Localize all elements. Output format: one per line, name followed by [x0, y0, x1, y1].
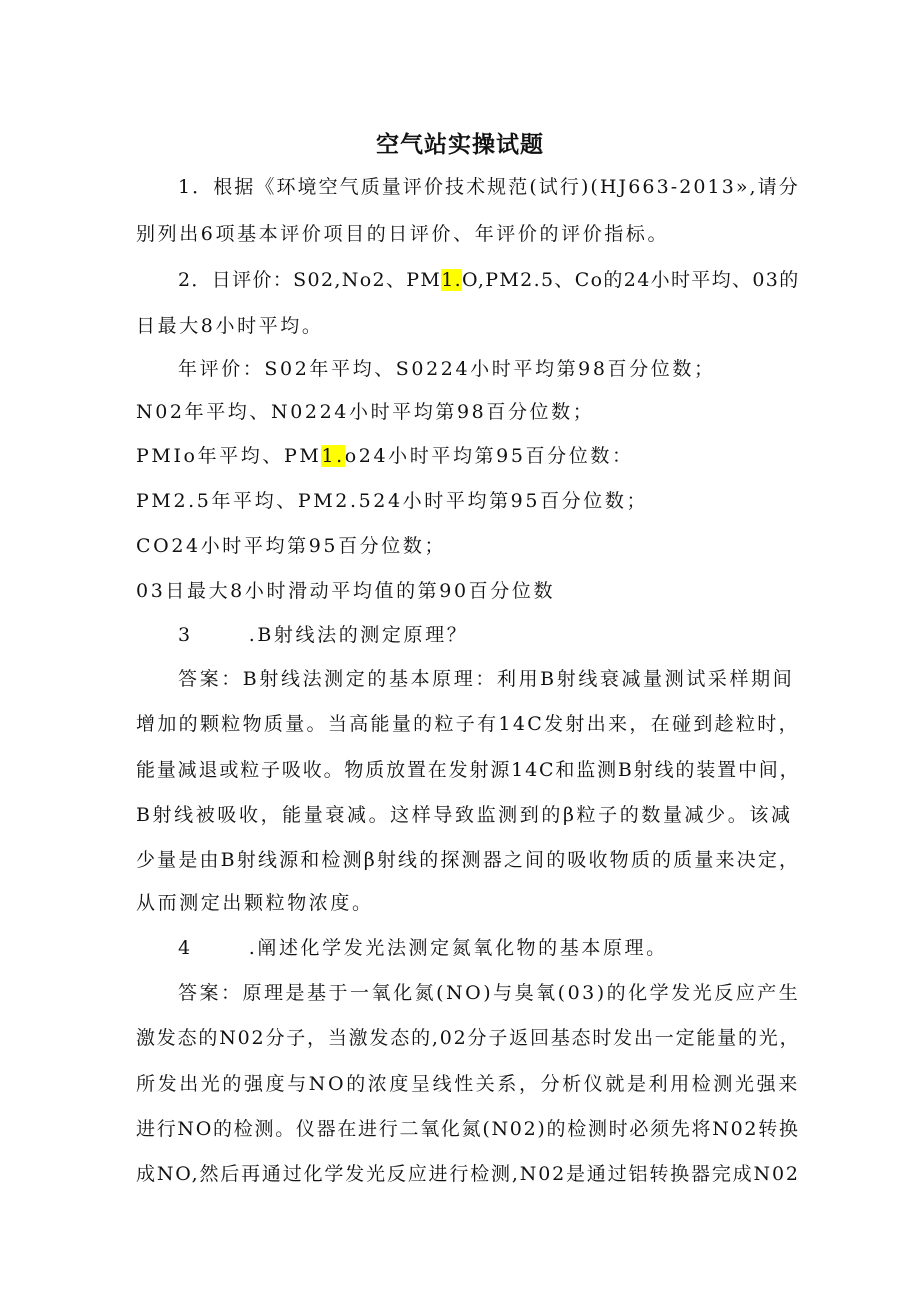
annual-eval-pm10 — [136, 443, 634, 469]
text-segment: PMIo年平均、PM — [136, 445, 322, 467]
answer-1-line-1 — [178, 267, 800, 293]
answer-3-line-3: 能量减退或粒子吸收。物质放置在发射源14C和监测B射线的装置中间， — [136, 759, 801, 781]
answer-3-line-1: 答案：B射线法测定的基本原理：利用B射线衰减量测试采样期间 — [178, 668, 795, 690]
annual-eval-pm25: PM2.5年平均、PM2.524小时平均第95百分位数； — [136, 490, 649, 512]
highlighted-text: 1. — [441, 269, 463, 291]
answer-3-line-6: 从而测定出颗粒物浓度。 — [136, 892, 374, 914]
answer-4-line-4: 进行NO的检测。仪器在进行二氧化氮(N02)的检测时必须先将N02转换 — [136, 1118, 800, 1140]
annual-eval-no2: N02年平均、N0224小时平均第98百分位数； — [136, 401, 595, 423]
question-3 — [178, 622, 468, 648]
answer-3-line-5: 少量是由B射线源和检测β射线的探测器之间的吸收物质的质量来决定， — [136, 849, 801, 871]
answer-1-line-2: 日最大8小时平均。 — [136, 315, 324, 337]
answer-3-line-2: 增加的颗粒物质量。当高能量的粒子有14C发射出来，在碰到趁粒时， — [136, 713, 800, 735]
text-segment: 2．日评价：S02,No2、PM — [178, 269, 442, 291]
question-text: .B射线法的测定原理？ — [248, 624, 469, 646]
question-number: 4 — [178, 937, 193, 959]
question-1-line-1: 1．根据《环境空气质量评价技术规范(试行)(HJ663-2013»,请分 — [178, 176, 800, 198]
answer-4-line-3: 所发出光的强度与NO的浓度呈线性关系，分析仪就是利用检测光强来 — [136, 1073, 800, 1095]
question-4 — [178, 935, 668, 961]
question-text: .阐述化学发光法测定氮氧化物的基本原理。 — [248, 937, 668, 959]
annual-eval-so2: 年评价：S02年平均、S0224小时平均第98百分位数； — [178, 358, 716, 380]
page-title: 空气站实操试题 — [376, 132, 544, 158]
highlighted-text: 1. — [321, 445, 345, 467]
answer-3-line-4: B射线被吸收，能量衰减。这样导致监测到的β粒子的数量减少。该减 — [136, 804, 793, 826]
question-number: 3 — [178, 624, 193, 646]
answer-4-line-1: 答案：原理是基于一氧化氮(NO)与臭氧(03)的化学发光反应产生 — [178, 982, 801, 1004]
answer-4-line-5: 成NO,然后再通过化学发光反应进行检测,N02是通过铝转换器完成N02 — [136, 1163, 800, 1185]
answer-4-line-2: 激发态的N02分子，当激发态的,02分子返回基态时发出一定能量的光， — [136, 1027, 801, 1049]
text-segment: O,PM2.5、Co的24小时平均、03的 — [462, 269, 800, 291]
question-1-line-2: 别列出6项基本评价项目的日评价、年评价的评价指标。 — [136, 223, 670, 245]
annual-eval-o3: 03日最大8小时滑动平均值的第90百分位数 — [136, 580, 556, 602]
annual-eval-co: CO24小时平均第95百分位数； — [136, 535, 447, 557]
text-segment: o24小时平均第95百分位数： — [344, 445, 634, 467]
